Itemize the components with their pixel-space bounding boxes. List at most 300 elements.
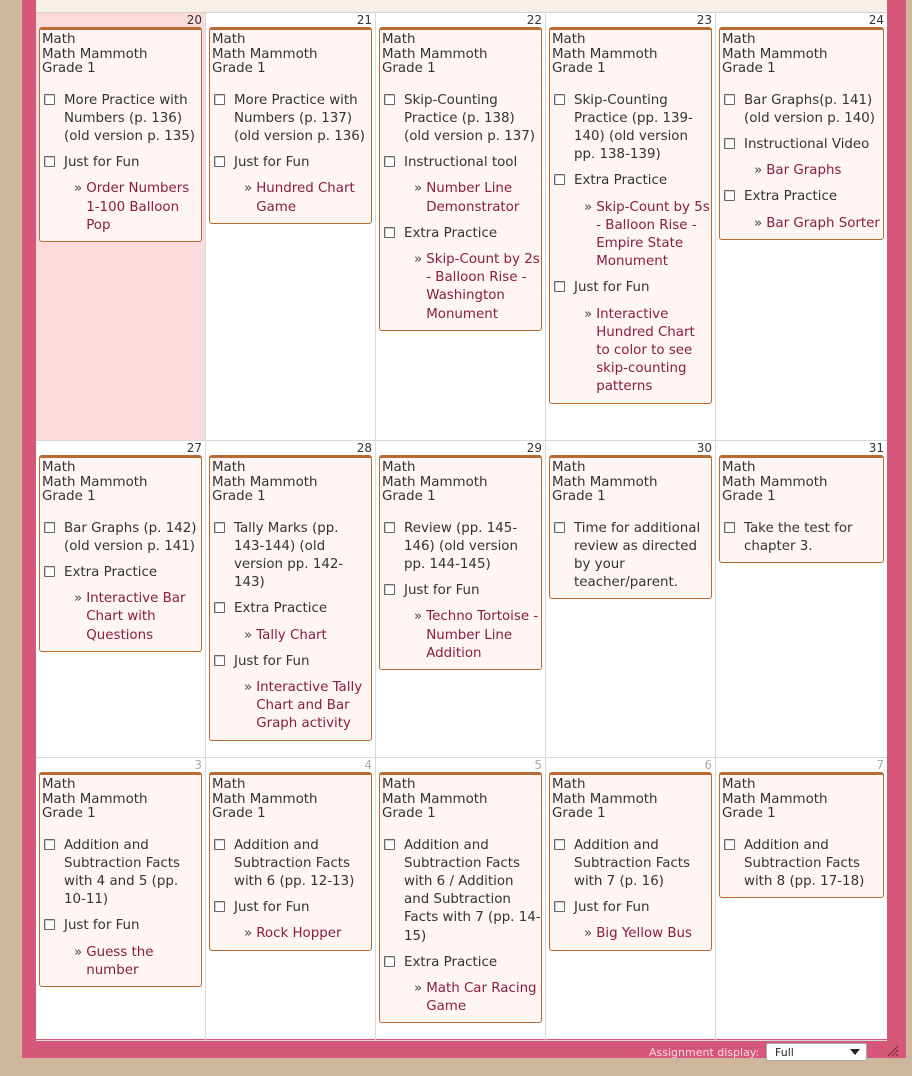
- course-card[interactable]: [39, 27, 202, 242]
- bullet-icon: »: [584, 306, 593, 322]
- course-card[interactable]: [39, 772, 202, 987]
- course-name: Math Mammoth: [212, 474, 318, 490]
- checkbox-icon[interactable]: [724, 839, 735, 850]
- assignment-display-value: Full: [775, 1046, 794, 1059]
- assignment-item: [42, 837, 201, 910]
- assignment-body: [404, 92, 541, 147]
- day-cell[interactable]: [376, 441, 546, 757]
- day-cell[interactable]: [206, 13, 376, 440]
- assignment-text: Extra Practice: [404, 954, 498, 970]
- assignment-item: [42, 917, 201, 980]
- week-row: [36, 441, 887, 758]
- assignment-body: [744, 136, 883, 180]
- assignment-text: Skip-Counting Practice (p. 138) (old version p. 137): [404, 92, 535, 144]
- assignment-text: Addition and Subtraction Facts with 8 (pp. 17-18): [744, 837, 865, 889]
- assignment-text: Just for Fun: [234, 653, 310, 669]
- day-cell[interactable]: [546, 758, 716, 1040]
- course-title: [42, 461, 201, 505]
- resource-links: [64, 590, 201, 645]
- checkbox-icon[interactable]: [44, 94, 55, 105]
- course-title: [382, 778, 541, 822]
- grade-label: Grade 1: [722, 806, 776, 821]
- assignment-text: Instructional Video: [744, 136, 870, 152]
- resource-link-row: [234, 679, 371, 734]
- assignment-item: [722, 136, 883, 180]
- subject-label: Math: [212, 32, 246, 47]
- resource-links: [404, 608, 541, 663]
- day-number: 28: [356, 441, 372, 455]
- checkbox-icon[interactable]: [554, 174, 565, 185]
- checkbox-icon[interactable]: [214, 655, 225, 666]
- subject-label: Math: [722, 777, 756, 792]
- assignment-body: [404, 154, 541, 217]
- checkbox-icon[interactable]: [214, 522, 225, 533]
- course-title: [382, 461, 541, 505]
- bullet-icon: »: [754, 215, 763, 231]
- assignment-body: [64, 564, 201, 645]
- course-card[interactable]: [549, 772, 712, 951]
- bullet-icon: »: [414, 980, 423, 996]
- assignment-item: [42, 154, 201, 235]
- bullet-icon: »: [74, 944, 83, 960]
- resource-link-row: [234, 925, 371, 943]
- course-name: Math Mammoth: [212, 46, 318, 62]
- course-title: [722, 33, 883, 77]
- assignment-item: [722, 92, 883, 128]
- resource-link[interactable]: Guess the number: [86, 944, 154, 978]
- course-name: Math Mammoth: [42, 474, 148, 490]
- bullet-icon: »: [584, 199, 593, 215]
- checkbox-icon[interactable]: [724, 522, 735, 533]
- assignment-body: [234, 520, 371, 593]
- course-card[interactable]: [209, 455, 372, 741]
- assignment-body: [234, 600, 371, 644]
- day-number: 23: [696, 13, 712, 27]
- day-cell[interactable]: [376, 758, 546, 1040]
- resource-link-row: [574, 925, 711, 943]
- checkbox-icon[interactable]: [214, 156, 225, 167]
- week-row: [36, 13, 887, 441]
- day-number: 7: [876, 758, 884, 772]
- assignment-item: [42, 520, 201, 556]
- course-name: Math Mammoth: [42, 791, 148, 807]
- course-name: Math Mammoth: [212, 791, 318, 807]
- course-name: Math Mammoth: [722, 474, 828, 490]
- week-row: [36, 758, 887, 1041]
- course-card[interactable]: [379, 772, 542, 1023]
- checkbox-icon[interactable]: [554, 839, 565, 850]
- assignment-item: [382, 520, 541, 575]
- course-card[interactable]: [549, 27, 712, 404]
- resource-link-row: [404, 608, 541, 663]
- assignment-body: [234, 154, 371, 217]
- assignment-body: [574, 837, 711, 892]
- assignment-text: Tally Marks (pp. 143-144) (old version pp. 142-143): [234, 520, 344, 591]
- day-number: 4: [364, 758, 372, 772]
- assignment-item: [212, 837, 371, 892]
- bullet-icon: »: [414, 181, 423, 197]
- assignment-item: [552, 172, 711, 271]
- assignment-item: [212, 899, 371, 943]
- assignment-text: Addition and Subtraction Facts with 7 (p. 16): [574, 837, 690, 889]
- assignment-body: [744, 188, 883, 232]
- assignment-item: [212, 154, 371, 217]
- assignment-text: Extra Practice: [234, 601, 328, 617]
- assignment-text: Just for Fun: [234, 900, 310, 916]
- resource-link[interactable]: Bar Graphs: [766, 163, 842, 179]
- grade-label: Grade 1: [552, 61, 606, 76]
- assignment-text: Addition and Subtraction Facts with 4 and 5 (pp. 10-11): [64, 837, 180, 908]
- day-number: 22: [526, 13, 542, 27]
- grade-label: Grade 1: [382, 806, 436, 821]
- resize-grip-icon[interactable]: [887, 1045, 899, 1057]
- assignment-text: Extra Practice: [404, 225, 498, 241]
- checkbox-icon[interactable]: [554, 901, 565, 912]
- assignment-item: [552, 899, 711, 943]
- assignment-body: [574, 520, 711, 593]
- resource-link-row: [64, 180, 201, 235]
- resource-link[interactable]: Techno Tortoise - Number Line Addition: [426, 609, 539, 661]
- resource-links: [574, 199, 711, 272]
- resource-link[interactable]: Order Numbers 1-100 Balloon Pop: [86, 181, 190, 233]
- day-number: 31: [868, 441, 884, 455]
- course-name: Math Mammoth: [382, 474, 488, 490]
- checkbox-icon[interactable]: [724, 94, 735, 105]
- resource-link[interactable]: Skip-Count by 5s - Balloon Rise - Empire State Monument: [596, 199, 710, 270]
- resource-links: [744, 162, 883, 180]
- day-cell[interactable]: [36, 441, 206, 757]
- grade-label: Grade 1: [552, 489, 606, 504]
- subject-label: Math: [552, 32, 586, 47]
- assignment-item: [552, 837, 711, 892]
- assignment-body: [574, 92, 711, 165]
- assignment-text: Just for Fun: [574, 280, 650, 296]
- assignment-body: [404, 225, 541, 324]
- assignment-text: Just for Fun: [404, 583, 480, 599]
- checkbox-icon[interactable]: [554, 522, 565, 533]
- assignment-text: Bar Graphs (p. 142) (old version p. 141): [64, 520, 197, 554]
- course-title: [552, 461, 711, 505]
- grade-label: Grade 1: [42, 489, 96, 504]
- assignment-item: [382, 582, 541, 663]
- course-title: [722, 461, 883, 505]
- day-cell[interactable]: [546, 13, 716, 440]
- resource-link-row: [404, 251, 541, 324]
- checkbox-icon[interactable]: [384, 94, 395, 105]
- course-name: Math Mammoth: [552, 46, 658, 62]
- assignment-text: Just for Fun: [64, 918, 140, 934]
- assignment-text: Extra Practice: [574, 173, 668, 189]
- checkbox-icon[interactable]: [214, 94, 225, 105]
- assignment-item: [382, 837, 541, 946]
- checkbox-icon[interactable]: [554, 281, 565, 292]
- resource-link[interactable]: Big Yellow Bus: [596, 926, 692, 942]
- course-title: [722, 778, 883, 822]
- assignment-text: Just for Fun: [64, 155, 140, 171]
- assignment-item: [212, 520, 371, 593]
- assignment-item: [552, 92, 711, 165]
- day-number: 3: [194, 758, 202, 772]
- assignment-body: [64, 92, 201, 147]
- assignment-body: [64, 837, 201, 910]
- assignment-body: [574, 172, 711, 271]
- resource-link-row: [744, 162, 883, 180]
- course-name: Math Mammoth: [722, 46, 828, 62]
- assignment-body: [64, 917, 201, 980]
- subject-label: Math: [42, 777, 76, 792]
- assignment-item: [722, 520, 883, 556]
- assignment-text: Bar Graphs(p. 141) (old version p. 140): [744, 92, 875, 126]
- checkbox-icon[interactable]: [44, 839, 55, 850]
- resource-links: [234, 925, 371, 943]
- day-cell[interactable]: [546, 441, 716, 757]
- course-name: Math Mammoth: [552, 791, 658, 807]
- resource-link-row: [404, 180, 541, 216]
- course-card[interactable]: [549, 455, 712, 599]
- grade-label: Grade 1: [722, 61, 776, 76]
- day-number: 29: [526, 441, 542, 455]
- checkbox-icon[interactable]: [384, 227, 395, 238]
- day-cell[interactable]: [716, 758, 887, 1040]
- assignment-body: [64, 154, 201, 235]
- day-cell[interactable]: [36, 13, 206, 440]
- course-name: Math Mammoth: [722, 791, 828, 807]
- assignment-text: Instructional tool: [404, 155, 518, 171]
- course-title: [212, 778, 371, 822]
- grade-label: Grade 1: [212, 61, 266, 76]
- assignment-body: [234, 653, 371, 734]
- chevron-down-icon: [850, 1049, 860, 1055]
- assignment-display-label: Assignment display:: [649, 1046, 760, 1059]
- bullet-icon: »: [584, 926, 593, 942]
- course-title: [212, 33, 371, 77]
- checkbox-icon[interactable]: [44, 156, 55, 167]
- assignment-body: [404, 520, 541, 575]
- subject-label: Math: [212, 460, 246, 475]
- resource-link[interactable]: Interactive Hundred Chart to color to see skip-counting patterns: [596, 306, 695, 395]
- course-card[interactable]: [209, 772, 372, 951]
- resource-links: [404, 251, 541, 324]
- bullet-icon: »: [74, 591, 83, 607]
- assignment-text: Addition and Subtraction Facts with 6 / Addition and Subtraction Facts with 7 (pp. 14-15): [404, 837, 541, 944]
- course-card[interactable]: [379, 455, 542, 670]
- course-title: [212, 461, 371, 505]
- bullet-icon: »: [754, 163, 763, 179]
- resource-links: [744, 215, 883, 233]
- assignment-body: [574, 899, 711, 943]
- day-cell[interactable]: [36, 758, 206, 1040]
- subject-label: Math: [382, 32, 416, 47]
- checkbox-icon[interactable]: [384, 156, 395, 167]
- grade-label: Grade 1: [42, 61, 96, 76]
- resource-links: [404, 180, 541, 216]
- assignment-text: Time for additional review as directed by your teacher/parent.: [574, 520, 701, 591]
- assignment-body: [234, 92, 371, 147]
- assignment-text: Skip-Counting Practice (pp. 139-140) (old version pp. 138-139): [574, 92, 693, 163]
- bullet-icon: »: [74, 181, 83, 197]
- assignment-body: [234, 899, 371, 943]
- day-number: 21: [356, 13, 372, 27]
- calendar-grid: [36, 0, 887, 1039]
- bullet-icon: »: [244, 679, 253, 695]
- course-card[interactable]: [719, 455, 884, 563]
- resource-link-row: [574, 306, 711, 397]
- checkbox-icon[interactable]: [384, 522, 395, 533]
- assignment-body: [744, 92, 883, 128]
- course-title: [552, 778, 711, 822]
- assignment-body: [744, 837, 883, 892]
- resource-link[interactable]: Interactive Bar Chart with Questions: [86, 591, 186, 643]
- resource-link-row: [64, 590, 201, 645]
- checkbox-icon[interactable]: [384, 839, 395, 850]
- day-number: 20: [186, 13, 202, 27]
- checkbox-icon[interactable]: [44, 522, 55, 533]
- resource-links: [64, 180, 201, 235]
- checkbox-icon[interactable]: [384, 956, 395, 967]
- checkbox-icon[interactable]: [44, 919, 55, 930]
- day-cell[interactable]: [376, 13, 546, 440]
- assignment-item: [722, 188, 883, 232]
- grade-label: Grade 1: [722, 489, 776, 504]
- assignment-text: Addition and Subtraction Facts with 6 (pp. 12-13): [234, 837, 355, 889]
- assignment-item: [212, 600, 371, 644]
- day-number: 5: [534, 758, 542, 772]
- checkbox-icon[interactable]: [554, 94, 565, 105]
- bullet-icon: »: [244, 181, 253, 197]
- assignment-item: [42, 564, 201, 645]
- resource-links: [574, 925, 711, 943]
- checkbox-icon[interactable]: [724, 190, 735, 201]
- resource-link-row: [64, 944, 201, 980]
- bullet-icon: »: [244, 926, 253, 942]
- subject-label: Math: [382, 777, 416, 792]
- assignment-item: [382, 954, 541, 1017]
- bullet-icon: »: [414, 609, 423, 625]
- grade-label: Grade 1: [382, 489, 436, 504]
- bullet-icon: »: [414, 251, 423, 267]
- assignment-item: [212, 653, 371, 734]
- resource-links: [234, 679, 371, 734]
- resource-link[interactable]: Number Line Demonstrator: [426, 181, 520, 215]
- resource-links: [64, 944, 201, 980]
- resource-link-row: [744, 215, 883, 233]
- assignment-item: [552, 520, 711, 593]
- course-name: Math Mammoth: [382, 791, 488, 807]
- grade-label: Grade 1: [212, 806, 266, 821]
- grade-label: Grade 1: [552, 806, 606, 821]
- checkbox-icon[interactable]: [214, 839, 225, 850]
- day-cell[interactable]: [716, 13, 887, 440]
- day-cell[interactable]: [206, 758, 376, 1040]
- resource-link[interactable]: Skip-Count by 2s - Balloon Rise - Washington Monument: [426, 251, 540, 322]
- assignment-item: [552, 279, 711, 396]
- day-number: 27: [186, 441, 202, 455]
- checkbox-icon[interactable]: [214, 901, 225, 912]
- subject-label: Math: [212, 777, 246, 792]
- subject-label: Math: [382, 460, 416, 475]
- bullet-icon: »: [244, 627, 253, 643]
- course-card[interactable]: [719, 772, 884, 898]
- course-name: Math Mammoth: [42, 46, 148, 62]
- resource-link-row: [404, 980, 541, 1016]
- resource-link[interactable]: Math Car Racing Game: [426, 980, 537, 1015]
- assignment-text: Just for Fun: [574, 900, 650, 916]
- assignment-text: Review (pp. 145-146) (old version pp. 144-145): [404, 520, 518, 572]
- calendar-header-strip: [36, 0, 887, 13]
- assignment-item: [382, 225, 541, 324]
- resource-links: [404, 980, 541, 1016]
- calendar-weeks: [36, 13, 887, 1041]
- assignment-display-select[interactable]: [766, 1043, 867, 1061]
- course-card[interactable]: [39, 455, 202, 652]
- day-number: 30: [696, 441, 712, 455]
- assignment-item: [722, 837, 883, 892]
- resource-link[interactable]: Interactive Tally Chart and Bar Graph activity: [256, 679, 363, 732]
- checkbox-icon[interactable]: [724, 138, 735, 149]
- assignment-text: Extra Practice: [64, 564, 158, 580]
- day-number: 24: [868, 13, 884, 27]
- assignment-body: [404, 837, 541, 946]
- resource-link[interactable]: Hundred Chart Game: [256, 181, 355, 215]
- course-card[interactable]: [209, 27, 372, 224]
- day-cell[interactable]: [206, 441, 376, 757]
- assignment-text: More Practice with Numbers (p. 137) (old version p. 136): [234, 92, 365, 144]
- subject-label: Math: [42, 460, 76, 475]
- subject-label: Math: [552, 777, 586, 792]
- resource-link[interactable]: Rock Hopper: [256, 926, 342, 942]
- course-card[interactable]: [379, 27, 542, 331]
- resource-links: [234, 180, 371, 216]
- checkbox-icon[interactable]: [214, 602, 225, 613]
- assignment-body: [234, 837, 371, 892]
- assignment-body: [744, 520, 883, 556]
- checkbox-icon[interactable]: [384, 584, 395, 595]
- course-card[interactable]: [719, 27, 884, 240]
- day-number: 6: [704, 758, 712, 772]
- resource-links: [234, 627, 371, 645]
- resource-link-row: [234, 627, 371, 645]
- assignment-body: [404, 582, 541, 663]
- assignment-item: [382, 92, 541, 147]
- assignment-body: [64, 520, 201, 556]
- assignment-item: [42, 92, 201, 147]
- assignment-item: [212, 92, 371, 147]
- course-title: [42, 33, 201, 77]
- day-cell[interactable]: [716, 441, 887, 757]
- assignment-text: Just for Fun: [234, 155, 310, 171]
- subject-label: Math: [722, 32, 756, 47]
- resource-link[interactable]: Bar Graph Sorter: [766, 215, 880, 231]
- subject-label: Math: [42, 32, 76, 47]
- resource-links: [574, 306, 711, 397]
- grade-label: Grade 1: [212, 489, 266, 504]
- grade-label: Grade 1: [382, 61, 436, 76]
- assignment-text: Extra Practice: [744, 189, 838, 205]
- assignment-body: [404, 954, 541, 1017]
- resource-link-row: [574, 199, 711, 272]
- checkbox-icon[interactable]: [44, 566, 55, 577]
- course-name: Math Mammoth: [552, 474, 658, 490]
- course-name: Math Mammoth: [382, 46, 488, 62]
- resource-link[interactable]: Tally Chart: [256, 627, 327, 643]
- assignment-item: [382, 154, 541, 217]
- assignment-text: Take the test for chapter 3.: [744, 520, 853, 554]
- course-title: [552, 33, 711, 77]
- subject-label: Math: [722, 460, 756, 475]
- resource-link-row: [234, 180, 371, 216]
- course-title: [382, 33, 541, 77]
- assignment-text: More Practice with Numbers (p. 136) (old version p. 135): [64, 92, 195, 144]
